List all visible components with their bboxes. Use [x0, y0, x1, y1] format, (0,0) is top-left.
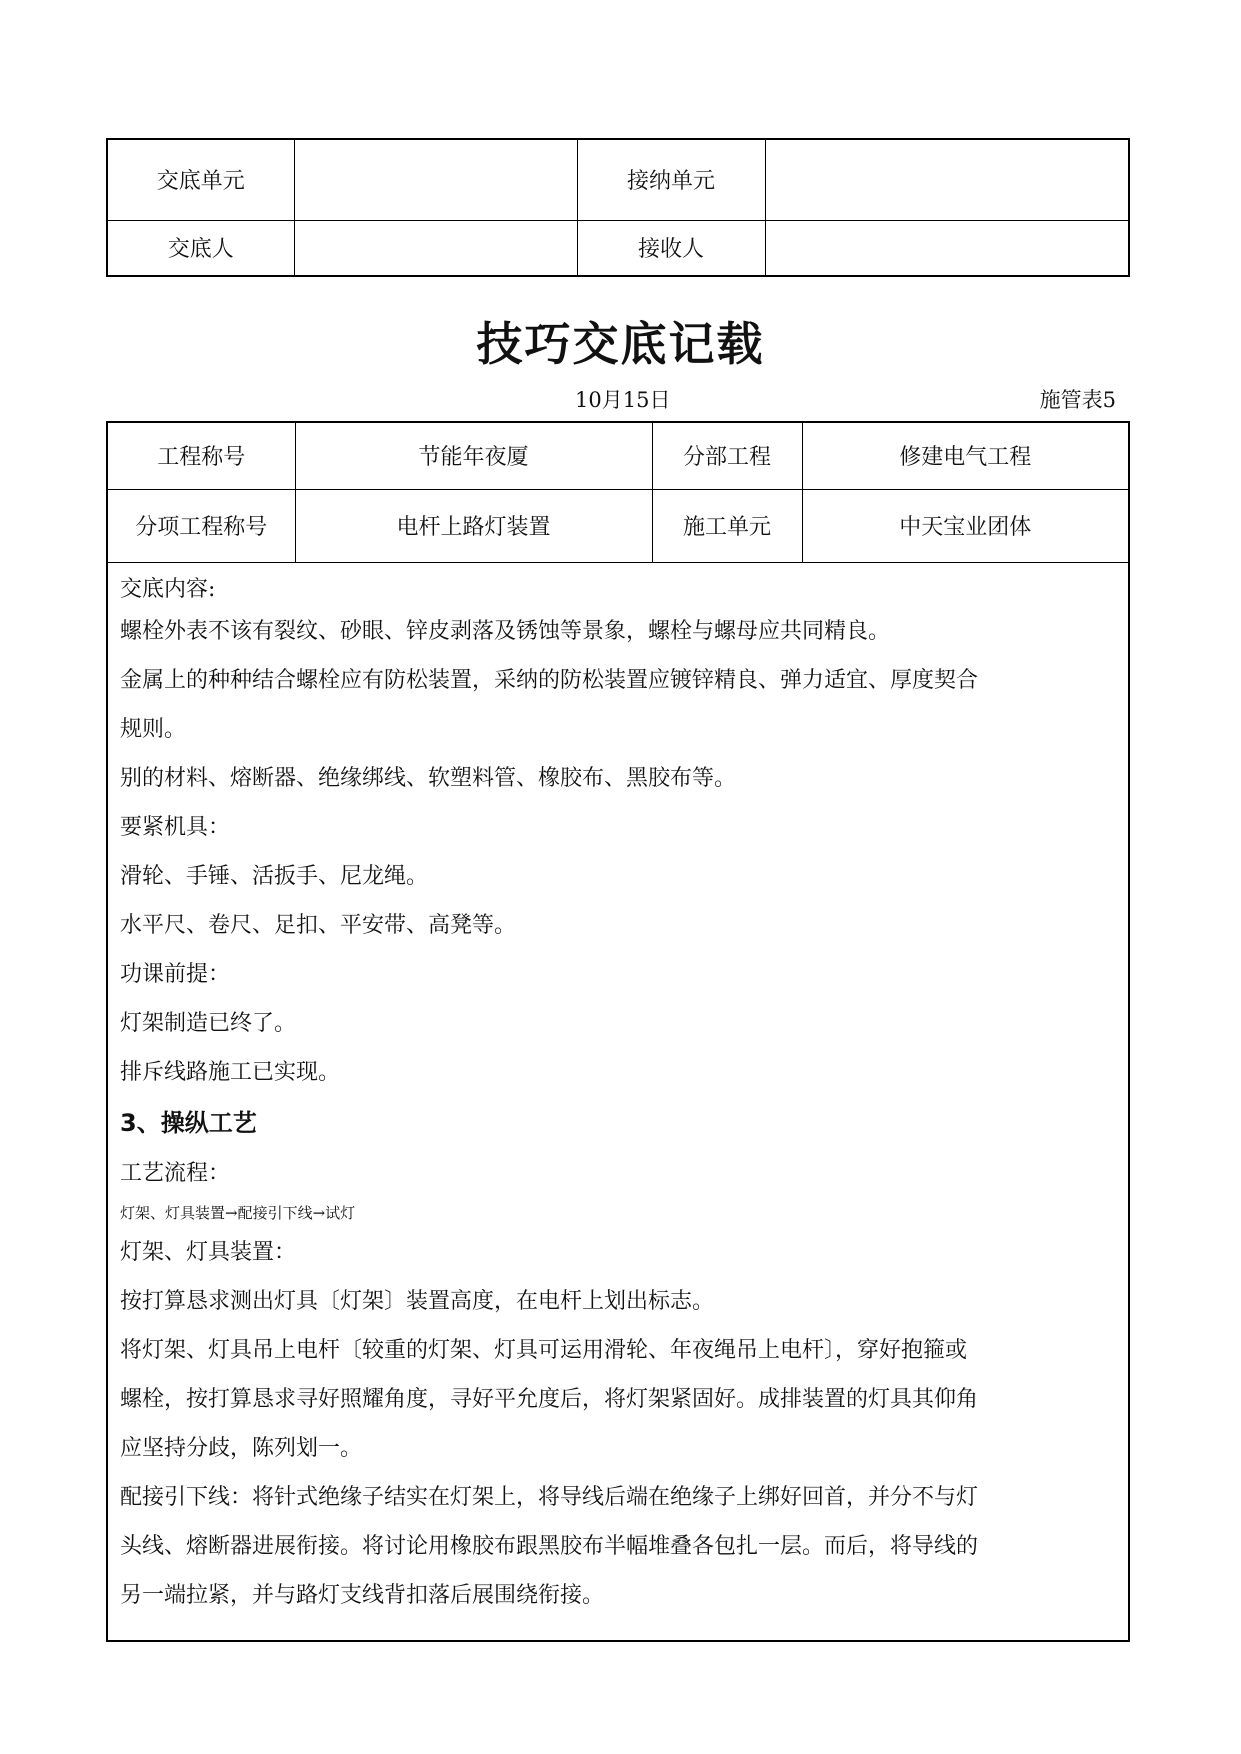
handover-person-field[interactable] — [294, 220, 577, 276]
content-line: 灯架制造已终了。 — [120, 1011, 297, 1036]
handover-unit-field[interactable] — [294, 139, 577, 220]
handover-person-label: 交底人 — [107, 220, 294, 276]
project-name-value: 节能年夜厦 — [295, 423, 652, 489]
content-line: 按打算恳求测出灯具〔灯架〕装置高度，在电杆上划出标志。 — [120, 1289, 715, 1314]
form-number: 施管表5 — [1039, 388, 1116, 412]
receiving-unit-label: 接纳单元 — [577, 139, 765, 220]
content-line: 滑轮、手锤、活扳手、尼龙绳。 — [120, 864, 429, 889]
content-line: 水平尺、卷尺、足扣、平安带、高凳等。 — [120, 913, 517, 938]
document-title: 技巧交底记载 — [476, 317, 765, 371]
lamp-install-label: 灯架、灯具装置： — [120, 1240, 297, 1265]
content-line: 要紧机具： — [120, 815, 231, 840]
project-info-table — [108, 423, 1128, 563]
content-line: 别的材料、熔断器、绝缘绑线、软塑料管、橡胶布、黑胶布等。 — [120, 766, 737, 791]
receiving-unit-field[interactable] — [765, 139, 1129, 220]
subitem-label: 分项工程称号 — [108, 489, 295, 562]
content-line: 应坚持分歧，陈列划一。 — [120, 1436, 363, 1461]
content-line: 排斥线路施工已实现。 — [120, 1060, 341, 1085]
content-line: 螺栓外表不该有裂纹、砂眼、锌皮剥落及锈蚀等景象，螺栓与螺母应共同精良。 — [120, 619, 891, 644]
project-name-label: 工程称号 — [108, 423, 295, 489]
handover-record-table — [106, 421, 1130, 1642]
content-line: 螺栓，按打算恳求寻好照耀角度，寻好平允度后，将灯架紧固好。成排装置的灯具其仰角 — [120, 1387, 979, 1412]
document-date: 10月15日 — [575, 388, 671, 412]
flow-text: 灯架、灯具装置→配接引下线→试灯 — [120, 1204, 356, 1222]
content-line: 另一端拉紧，并与路灯支线背扣落后展围绕衔接。 — [120, 1583, 605, 1608]
content-line: 配接引下线：将针式绝缘子结实在灯架上，将导线后端在绝缘子上绑好回首，并分不与灯 — [120, 1485, 979, 1510]
content-label: 交底内容: — [120, 577, 216, 602]
content-line: 规则。 — [120, 717, 187, 742]
division-value: 修建电气工程 — [802, 423, 1128, 489]
content-line: 将灯架、灯具吊上电杆〔较重的灯架、灯具可运用滑轮、年夜绳吊上电杆〕，穿好抱箍或 — [120, 1338, 968, 1363]
section-heading: 3、操纵工艺 — [120, 1109, 257, 1137]
division-label: 分部工程 — [652, 423, 802, 489]
handover-unit-label: 交底单元 — [107, 139, 294, 220]
signature-table — [106, 138, 1130, 277]
content-line: 金属上的种种结合螺栓应有防松装置，采纳的防松装置应镀锌精良、弹力适宜、厚度契合 — [120, 668, 979, 693]
receiver-label: 接收人 — [577, 220, 765, 276]
receiver-field[interactable] — [765, 220, 1129, 276]
flow-label: 工艺流程： — [120, 1161, 231, 1186]
content-line: 头线、熔断器进展衔接。将讨论用橡胶布跟黑胶布半幅堆叠各包扎一层。而后，将导线的 — [120, 1534, 979, 1559]
contractor-value: 中天宝业团体 — [802, 489, 1128, 562]
contractor-label: 施工单元 — [652, 489, 802, 562]
subitem-value: 电杆上路灯装置 — [295, 489, 652, 562]
handover-content — [120, 575, 1116, 1620]
content-line: 功课前提： — [120, 962, 231, 987]
